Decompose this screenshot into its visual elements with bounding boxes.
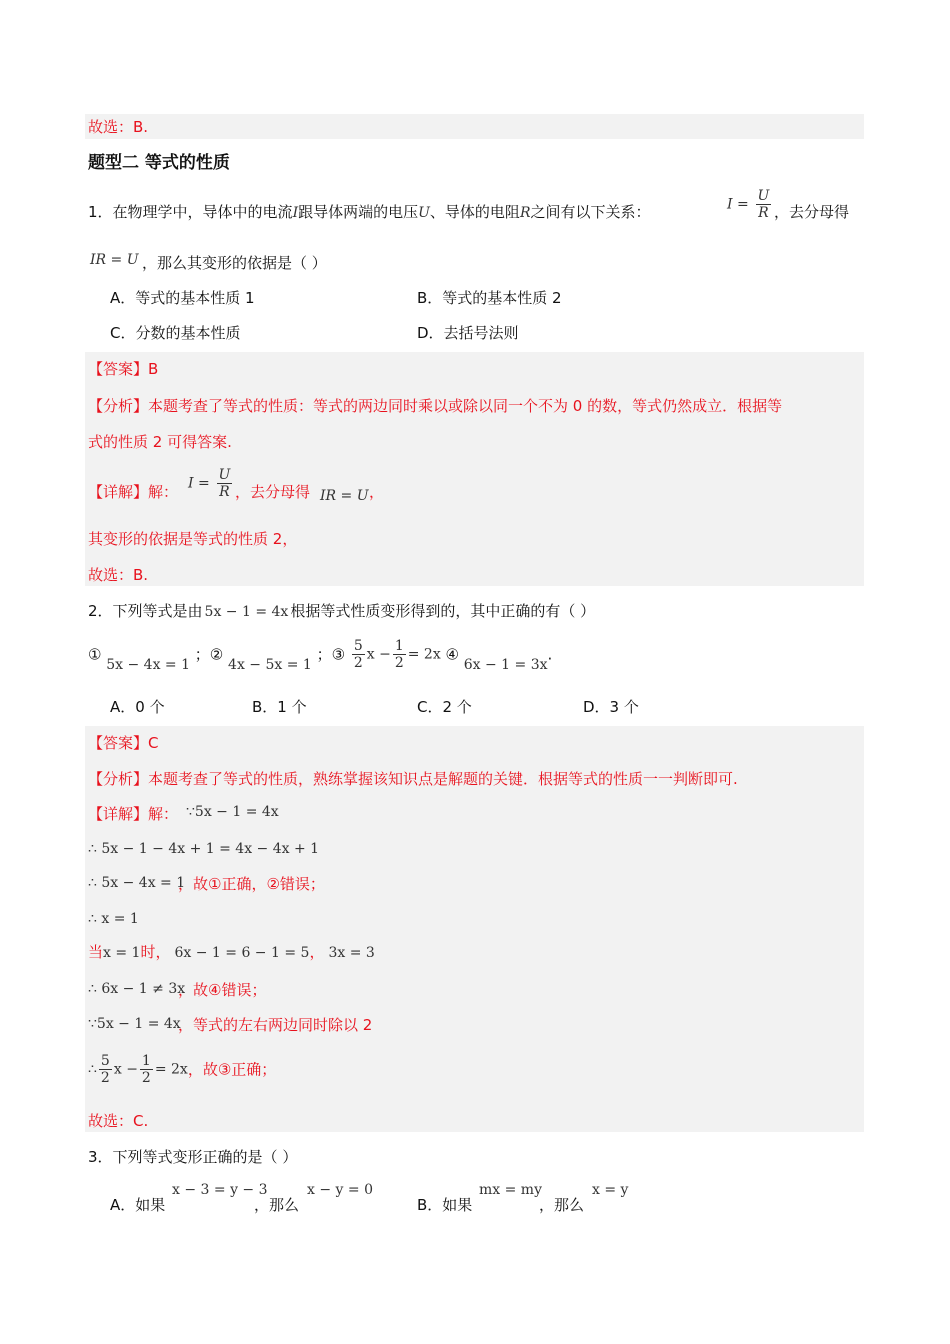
q1-stem-c: 、导体的电阻 [429, 203, 520, 221]
q2-choice-2: 4x − 5x = 1 [228, 657, 312, 673]
q1-stem-a: 在物理学中，导体中的电流 [112, 203, 293, 221]
q2-step-3: ∴ 5x − 4x = 1 [88, 875, 186, 891]
q1-formula-den: R [758, 205, 769, 221]
q2-e3-den2: 2 [394, 655, 404, 671]
prev-conclusion: 故选：B. [88, 118, 149, 136]
q2-step-8 [88, 1053, 276, 1086]
q1-formula-lhs: I = [727, 196, 749, 213]
q1-detail-lhs: I = [188, 475, 210, 492]
q1-number: 1． [88, 203, 113, 221]
q1-stem-d: 之间有以下关系： [530, 203, 651, 221]
q1-option-c: C．分数的基本性质 [110, 324, 241, 342]
q1-option-d: D．去括号法则 [417, 324, 519, 342]
q1-detail-end: ， [369, 483, 385, 501]
q1-formula-num: U [757, 188, 770, 204]
q1-stem [88, 202, 651, 223]
q2-analysis: 【分析】本题考查了等式的性质，熟练掌握该知识点是解题的关键．根据等式的性质一一判断即可. [88, 770, 738, 788]
q2-s8-den2: 2 [141, 1070, 151, 1086]
q1-formula [727, 188, 773, 221]
q2-option-d: D．3 个 [583, 698, 639, 716]
q2-choice-4-mark: ④ [445, 645, 459, 664]
q1-var-i: I [292, 205, 299, 221]
q2-s8-frac1 [99, 1053, 112, 1086]
q1-formula-fraction [756, 188, 772, 221]
q2-choice-end: . [547, 645, 553, 664]
q1-detail-formula-2: IR = U [320, 488, 369, 504]
q3-option-a-result: x − y = 0 [307, 1182, 373, 1198]
q1-detail-den: R [219, 484, 230, 500]
q2-choice-4: 6x − 1 = 3x [463, 657, 548, 673]
q2-choices [88, 638, 552, 673]
q1-conclusion: 故选：B. [88, 566, 149, 584]
q3-option-a-label: A．如果 [110, 1196, 166, 1214]
q2-stem [88, 601, 595, 622]
q1-var-u: U [418, 205, 430, 221]
q2-e3-mid: x − [366, 646, 391, 663]
q3-option-b-cond: mx = my [479, 1182, 542, 1198]
q1-detail-line2: 其变形的依据是等式的性质 2， [88, 530, 298, 548]
q2-step-1: ∵5x − 1 = 4x [186, 804, 279, 820]
q2-detail-label: 【详解】解： [88, 805, 179, 823]
q2-stem-b: 根据等式性质变形得到的，其中正确的有（ ） [290, 602, 596, 620]
q2-choice-3-mark: ；③ [316, 645, 346, 664]
q1-detail-mid: ，去分母得 [235, 483, 311, 501]
q1-analysis-line1: 【分析】本题考查了等式的性质：等式的两边同时乘以或除以同一个不为 0 的数，等式仍然成立．根据等 [88, 397, 783, 415]
q3-option-b-then: ，那么 [539, 1196, 585, 1214]
q1-stem-f: ，那么其变形的依据是（ ） [142, 254, 327, 272]
q2-s8-mid: x − [113, 1061, 138, 1078]
q2-s8-end: = 2x [154, 1061, 188, 1078]
q1-detail-num: U [218, 467, 231, 483]
q1-stem-b: 跟导体两端的电压 [298, 203, 419, 221]
q2-e3-end: = 2x [407, 646, 441, 663]
q2-e3-den1: 2 [353, 655, 363, 671]
q2-conclusion: 故选：C. [88, 1112, 149, 1130]
q2-choice-1-mark: ① [88, 645, 102, 664]
q2-s5-m1: x = 1 [103, 945, 141, 961]
q2-s5-a: 当 [88, 943, 104, 961]
q2-s5-m2: 6x − 1 = 6 − 1 = 5 [174, 945, 310, 961]
q2-s5-m3: 3x = 3 [328, 945, 375, 961]
q2-step-3-note: ，故①正确，②错误； [178, 875, 325, 893]
q3-stem: 3．下列等式变形正确的是（ ） [88, 1148, 298, 1166]
q1-stem-e: ，去分母得 [774, 203, 850, 221]
q3-option-b-result: x = y [592, 1182, 629, 1198]
q2-s8-num1: 5 [100, 1053, 110, 1069]
q2-step-5 [88, 942, 375, 963]
q2-choice-3-frac2 [393, 638, 406, 671]
q2-option-a: A．0 个 [110, 698, 165, 716]
q2-answer: 【答案】C [88, 734, 159, 752]
q2-choice-1: 5x − 4x = 1 [106, 657, 191, 673]
q2-choice-2-mark: ；② [194, 645, 224, 664]
q2-s5-c: ， [309, 943, 325, 961]
q2-e3-num2: 1 [394, 638, 404, 654]
q2-s5-b: 时， [140, 943, 171, 961]
q2-s8-num2: 1 [141, 1053, 151, 1069]
q1-var-r: R [519, 205, 531, 221]
q3-option-b-label: B．如果 [417, 1196, 473, 1214]
section-title: 题型二 等式的性质 [88, 153, 230, 173]
q1-option-a: A．等式的基本性质 1 [110, 289, 255, 307]
q2-e3-num1: 5 [353, 638, 363, 654]
q3-option-a-then: ，那么 [254, 1196, 300, 1214]
prev-answer-box [85, 114, 864, 139]
q1-analysis-line2: 式的性质 2 可得答案. [88, 433, 232, 451]
q1-detail-label: 【详解】解： [88, 483, 179, 501]
q2-step-7-note: ，等式的左右两边同时除以 2 [178, 1016, 373, 1034]
q2-step-6-note: ，故④错误； [178, 981, 267, 999]
q2-stem-a: 2．下列等式是由 [88, 602, 203, 620]
q2-choice-3-frac1 [352, 638, 365, 671]
q1-formula-2: IR = U [90, 252, 139, 268]
q2-stem-eq: 5x − 1 = 4x [204, 604, 289, 620]
q1-detail-fraction [217, 467, 233, 500]
q1-answer: 【答案】B [88, 360, 159, 378]
q1-option-b: B．等式的基本性质 2 [417, 289, 562, 307]
q2-step-2: ∴ 5x − 1 − 4x + 1 = 4x − 4x + 1 [88, 841, 320, 857]
q2-step-7: ∵5x − 1 = 4x [88, 1016, 181, 1032]
q1-detail-formula [188, 467, 234, 500]
q2-s8-den1: 2 [100, 1070, 110, 1086]
q2-step-6: ∴ 6x − 1 ≠ 3x [88, 981, 186, 997]
q2-s8-note: ，故③正确； [187, 1060, 277, 1079]
q2-option-c: C．2 个 [417, 698, 472, 716]
q2-s8-frac2 [140, 1053, 153, 1086]
q3-option-a-cond: x − 3 = y − 3 [172, 1182, 268, 1198]
q2-option-b: B．1 个 [252, 698, 307, 716]
q2-step-4: ∴ x = 1 [88, 911, 139, 927]
q2-s8-pre: ∴ [88, 1061, 97, 1078]
